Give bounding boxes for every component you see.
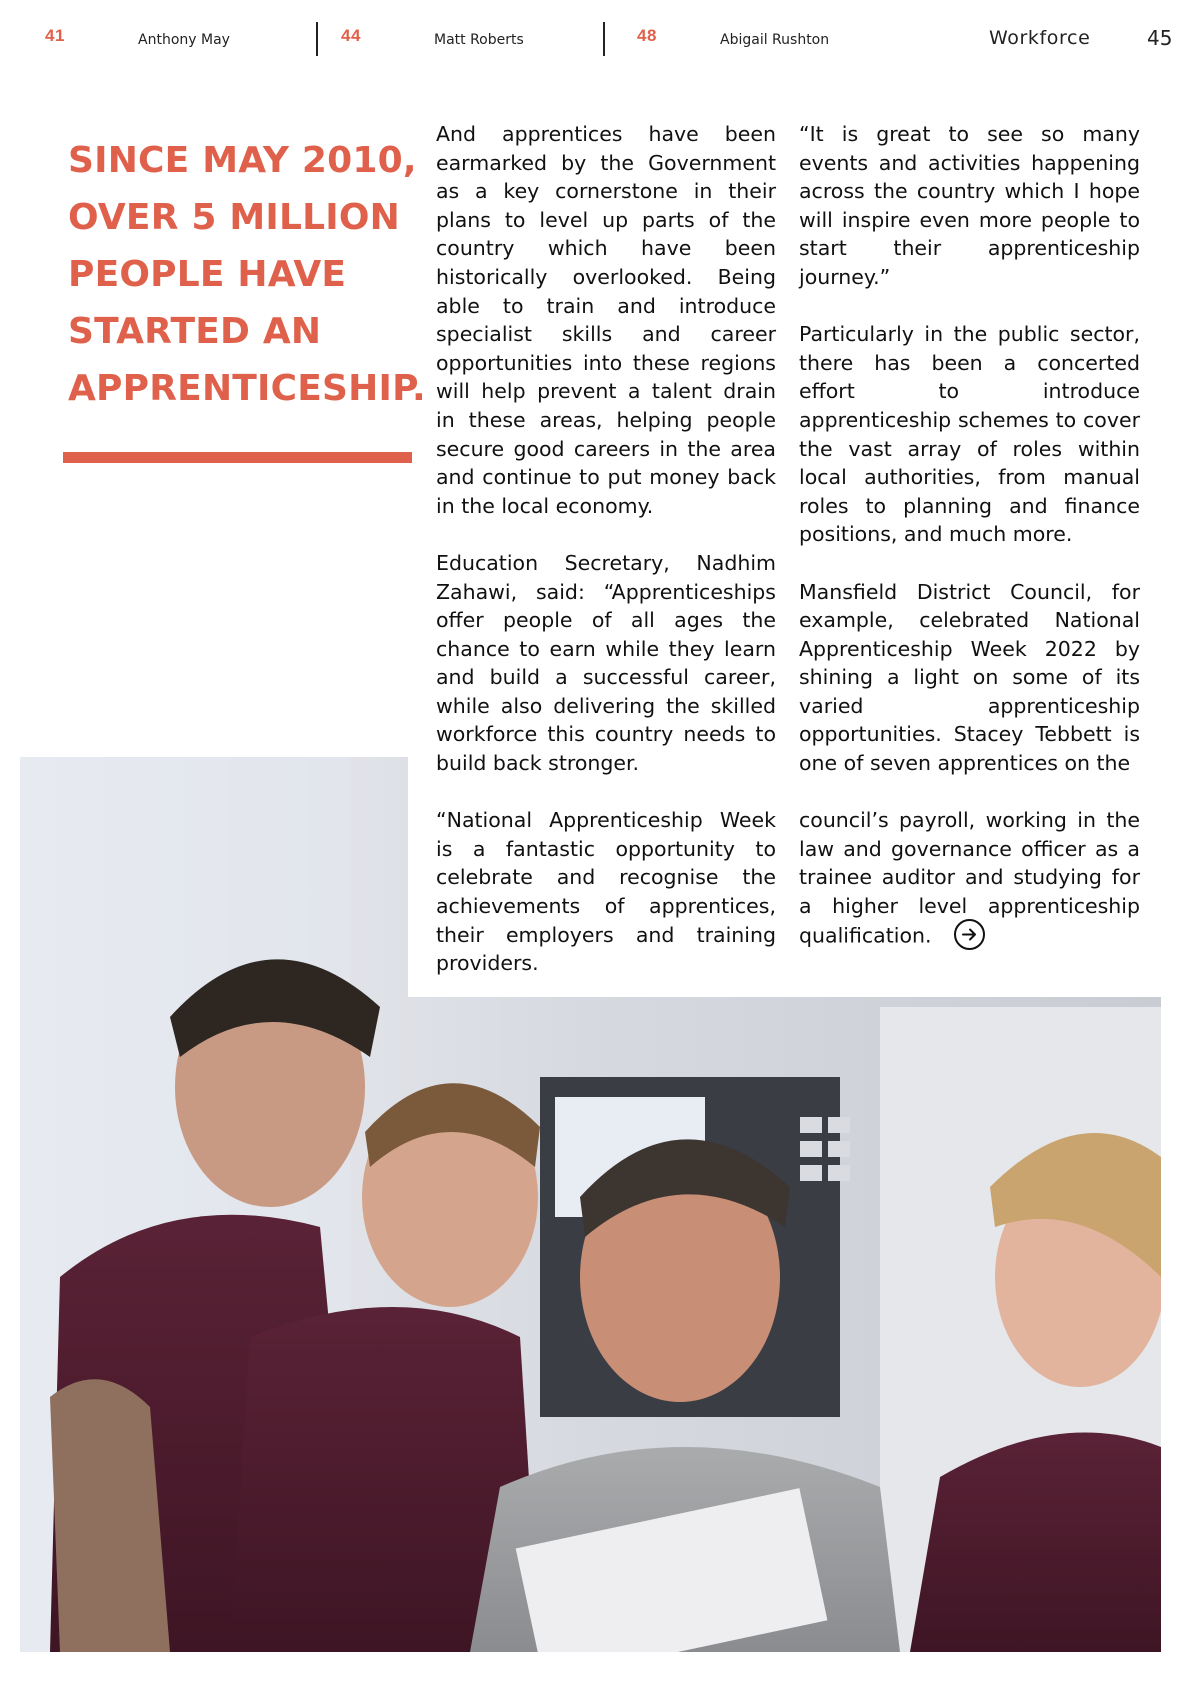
paragraph-text: council’s payroll, working in the law and governance officer as a trainee auditor and studying for a higher level apprenticeship qualification.	[799, 808, 1140, 948]
contributor-page-number[interactable]: 41	[45, 26, 65, 45]
section-title: Workforce	[989, 27, 1091, 49]
paragraph: Mansfield District Council, for example, celebrated National Apprenticeship Week 2022 by shining a light on some of its varied apprenticeship opportunities. Stacey Tebbett is one of seven apprentices on the	[799, 579, 1140, 776]
paragraph: “National Apprenticeship Week is a fantastic opportunity to celebrate and recognise the achievements of apprentices, their employers and training providers.	[436, 808, 776, 976]
pull-quote: SINCE MAY 2010, OVER 5 MILLION PEOPLE HAVE STARTED AN APPRENTICESHIP.	[68, 140, 426, 409]
paragraph: Education Secretary, Nadhim Zahawi, said: “Apprenticeships offer people of all ages the chance to earn while they learn and build a successful career, while also delivering the skilled workforce this country needs to build back stronger.	[436, 550, 776, 776]
paragraph: “It is great to see so many events and activities happening across the country which I hope will inspire even more people to start their apprenticeship journey.”	[799, 122, 1140, 289]
header-divider	[316, 22, 318, 56]
contributor-page-number[interactable]: 48	[637, 26, 657, 45]
arrow-right-circle-icon[interactable]	[954, 919, 985, 950]
page-number: 45	[1147, 26, 1173, 50]
contributor-page-number[interactable]: 44	[341, 26, 361, 45]
pull-quote-rule	[63, 452, 412, 463]
contributor-name[interactable]: Anthony May	[138, 32, 230, 48]
paragraph: And apprentices have been earmarked by the Government as a key cornerstone in their plans to level up parts of the country which have been historically overlooked. Being able to train and introduce specialist skills and career opportunities into these regions will help prevent a talent drain in these areas, helping people secure good careers in the area and continue to put money back in the local economy.	[436, 122, 776, 518]
contributor-name[interactable]: Abigail Rushton	[720, 32, 830, 48]
article-column-middle	[436, 120, 776, 1006]
header-divider	[603, 22, 605, 56]
paragraph-final	[799, 806, 1140, 951]
article-column-right	[799, 120, 1140, 980]
contributor-name[interactable]: Matt Roberts	[434, 32, 524, 48]
paragraph: Particularly in the public sector, there has been a concerted effort to introduce apprenticeship schemes to cover the vast array of roles within local authorities, from manual roles to planning and finance positions, and much more.	[799, 322, 1140, 547]
